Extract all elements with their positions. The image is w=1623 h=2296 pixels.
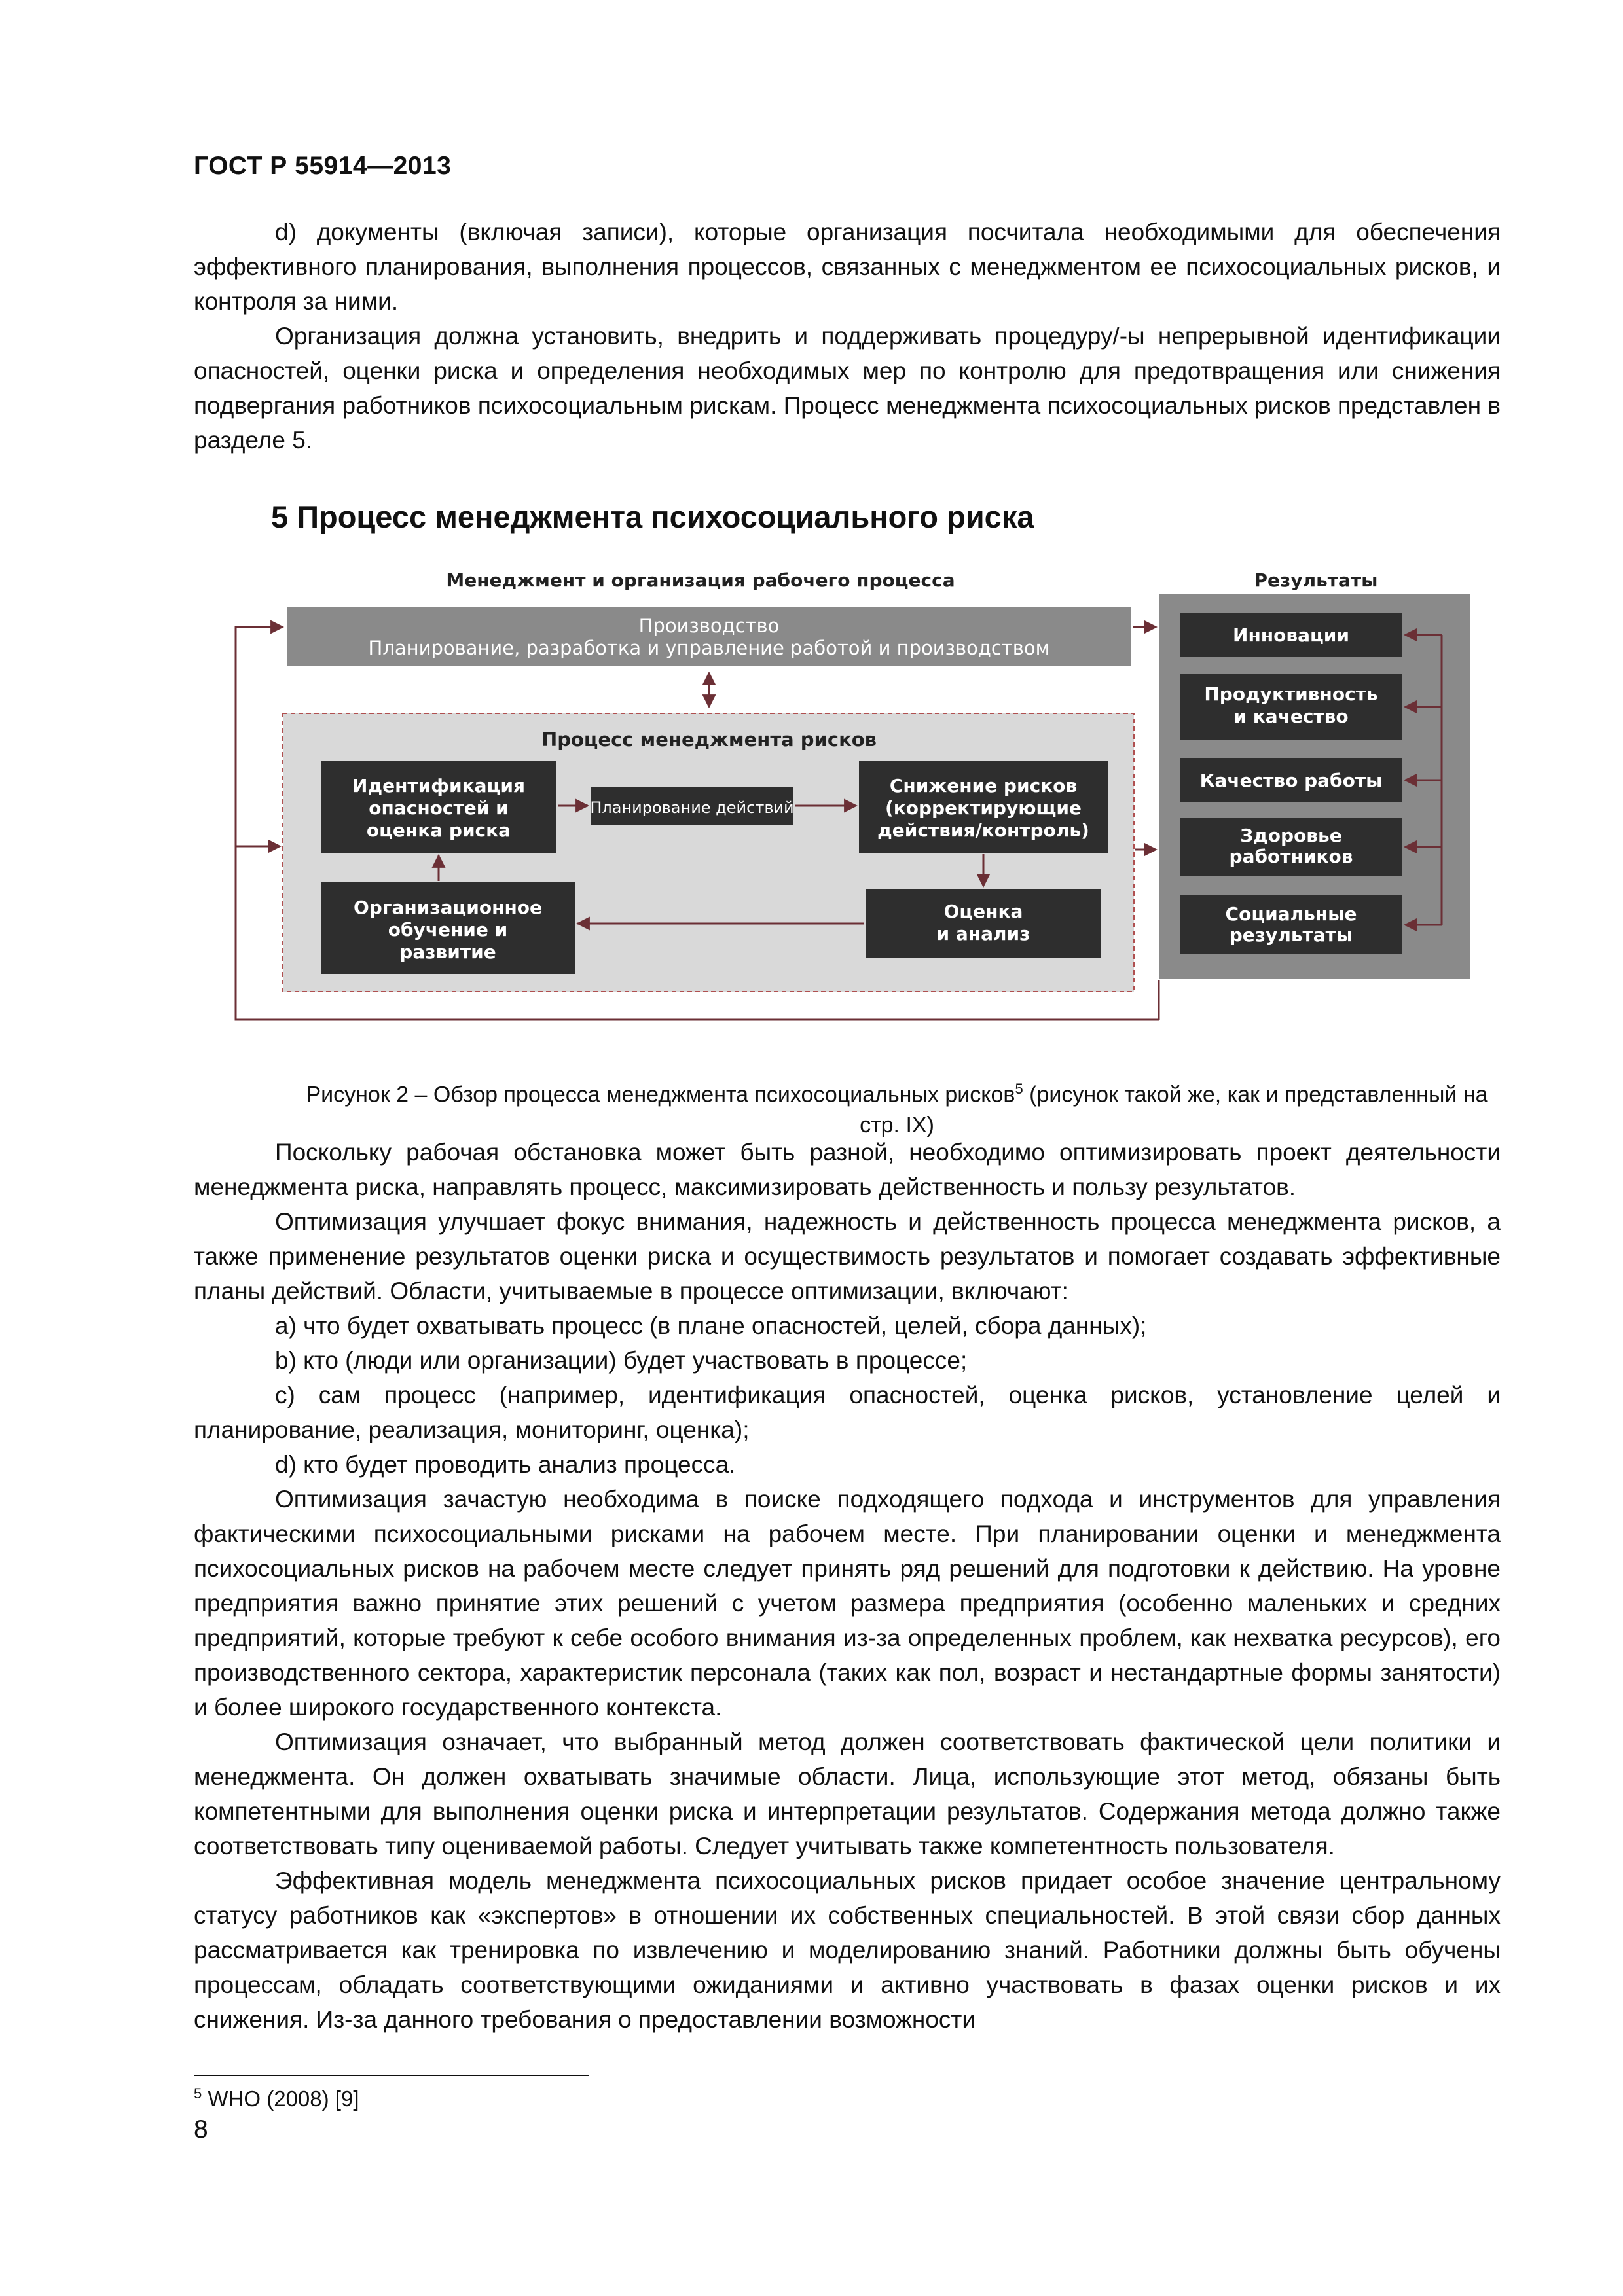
reduction-label-3: действия/контроль) xyxy=(877,819,1089,841)
risk-process-title: Процесс менеджмента рисков xyxy=(541,728,877,751)
section-title: 5 Процесс менеджмента психосоциального риска xyxy=(271,499,1034,534)
page-number: 8 xyxy=(194,2115,208,2144)
learning-label-1: Организационное xyxy=(353,897,543,918)
identification-label-3: оценка риска xyxy=(366,819,511,841)
evaluation-label-1: Оценка xyxy=(943,901,1023,922)
planning-label: Планирование действий xyxy=(590,798,794,817)
result-health-label-1: Здоровье xyxy=(1240,825,1342,846)
list-item-a: a) что будет охватывать процесс (в плане опасностей, целей, сбора данных); xyxy=(275,1312,1147,1339)
top-text xyxy=(194,215,1501,457)
learning-label-3: развитие xyxy=(399,941,496,963)
body-text xyxy=(194,1135,1501,2037)
result-health-label-2: работников xyxy=(1229,846,1353,867)
result-innovation-label: Инновации xyxy=(1233,624,1349,646)
result-social-label-1: Социальные xyxy=(1225,903,1357,925)
paragraph-optimize-focus: Оптимизация улучшает фокус внимания, надежность и действенность процесса менеджмента рисков, а также применение результатов оценки риска и осуществимость результатов и помогает создавать эффективные планы действий. Области, учитываемые в процессе оптимизации, включают: xyxy=(194,1208,1501,1304)
paragraph-optimize-method: Оптимизация означает, что выбранный метод должен соответствовать фактической цели политики и менеджмента. Он должен охватывать значимые области. Лица, использующие этот метод, обязаны быть компетентными для выполнения оценки риска и интерпретации результатов. Содержания метода должно также соответствовать типу оцениваемой работы. Следует учитывать также компетентность пользователя. xyxy=(194,1729,1501,1859)
result-productivity-label-2: и качество xyxy=(1233,706,1349,727)
caption-footnote-ref: 5 xyxy=(1015,1081,1023,1097)
figure-caption xyxy=(288,1073,1506,1141)
paragraph-optimize-intro: Поскольку рабочая обстановка может быть разной, необходимо оптимизировать проект деятельности менеджмента риска, направлять процесс, максимизировать действенность и пользу результатов. xyxy=(194,1139,1501,1200)
learning-label-2: обучение и xyxy=(388,919,508,941)
risk-process-diagram xyxy=(223,562,1493,1059)
diagram-left-title: Менеджмент и организация рабочего процесса xyxy=(446,569,955,591)
footnote-divider xyxy=(194,2075,589,2076)
caption-text: Рисунок 2 – Обзор процесса менеджмента психосоциальных рисков xyxy=(306,1082,1015,1107)
list-item-d: d) кто будет проводить анализ процесса. xyxy=(275,1451,736,1478)
paragraph-optimize-approach: Оптимизация зачастую необходима в поиске подходящего подхода и инструментов для управления фактическими психосоциальными рисками на рабочем месте. При планировании оценки и менеджмента психосоциальных рисков на рабочем месте следует принять ряд решений для подготовки к действию. На уровне предприятия важно принятие этих решений с учетом размера предприятия (особенно маленьких и средних предприятий, которые требуют к себе особого внимания из-за определенных проблем, как нехватка ресурсов), его производственного сектора, характеристик персонала (таких как пол, возраст и нестандартные формы занятости) и более широкого государственного контекста. xyxy=(194,1486,1501,1721)
footnote-text: WHO (2008) [9] xyxy=(202,2087,359,2111)
reduction-label-2: (корректирующие xyxy=(884,797,1082,819)
paragraph-procedure: Организация должна установить, внедрить и поддерживать процедуру/-ы непрерывной идентификации опасностей, оценки риска и определения необходимых мер по контролю для предотвращения или снижения подвергания работников психосоциальным рискам. Процесс менеджмента психосоциальных рисков представлен в разделе 5. xyxy=(194,323,1501,454)
diagram-right-title: Результаты xyxy=(1254,569,1378,591)
result-social-label-2: результаты xyxy=(1229,924,1353,946)
list-item-c: c) сам процесс (например, идентификация опасностей, оценка рисков, установление целей и планирование, реализация, мониторинг, оценка); xyxy=(194,1382,1501,1443)
footnote xyxy=(194,2085,359,2111)
document-header: ГОСТ Р 55914—2013 xyxy=(194,152,452,180)
paragraph-d: d) документы (включая записи), которые организация посчитала необходимыми для обеспечения эффективного планирования, выполнения процессов, связанных с менеджментом ее психосоциальных рисков, и контроля за ними. xyxy=(194,219,1501,315)
production-subtitle: Планирование, разработка и управление работой и производством xyxy=(368,637,1050,659)
evaluation-label-2: и анализ xyxy=(936,923,1030,944)
caption-text-2: (рисунок такой же, как и представленный на стр. IX) xyxy=(860,1082,1488,1138)
production-title: Производство xyxy=(638,615,780,637)
result-productivity-label-1: Продуктивность xyxy=(1204,683,1378,705)
paragraph-effective-model: Эффективная модель менеджмента психосоциальных рисков придает особое значение центральному статусу работников как «экспертов» в отношении их собственных специальностей. В этой связи сбор данных рассматривается как тренировка по извлечению и моделированию знаний. Работники должны быть обучены процессам, обладать соответствующими ожиданиями и активно участвовать в фазах оценки рисков и их снижения. Из-за данного требования о предоставлении возможности xyxy=(194,1867,1501,2033)
identification-label-1: Идентификация xyxy=(352,775,525,797)
identification-label-2: опасностей и xyxy=(369,797,509,819)
result-work-quality-label: Качество работы xyxy=(1199,770,1383,791)
list-item-b: b) кто (люди или организации) будет участвовать в процессе; xyxy=(275,1347,968,1374)
footnote-number: 5 xyxy=(194,2085,202,2102)
reduction-label-1: Снижение рисков xyxy=(889,775,1078,797)
